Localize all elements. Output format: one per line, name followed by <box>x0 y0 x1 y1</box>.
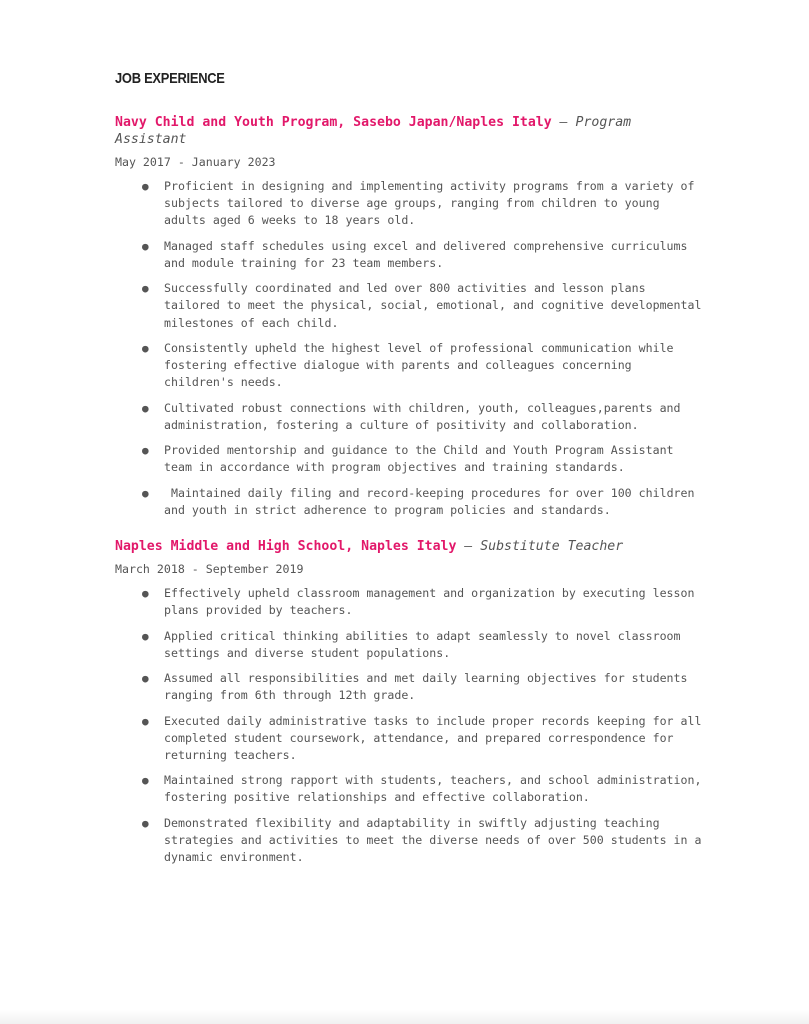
bullet-icon: ● <box>142 239 149 253</box>
list-item <box>115 178 705 230</box>
title-separator: — <box>551 115 576 130</box>
organization-name: Navy Child and Youth Program, Sasebo Japan/Naples Italy <box>115 115 552 130</box>
list-item <box>115 628 705 662</box>
list-item <box>115 280 705 332</box>
bullet-icon: ● <box>142 774 149 788</box>
bullet-icon: ● <box>142 587 149 600</box>
bullet-icon: ● <box>142 672 149 685</box>
bullet-icon: ● <box>142 444 149 458</box>
bullet-icon: ● <box>142 816 149 830</box>
list-item <box>115 485 705 519</box>
job-title-line <box>115 538 705 555</box>
bullet-text: Proficient in designing and implementing activity programs from a variety of subjects tailored to diverse age groups, ranging from children to young adults aged 6 weeks to 18 years old. <box>164 179 695 228</box>
bullet-text: Maintained daily filing and record-keeping procedures for over 100 children and youth in strict adherence to program policies and standards. <box>164 485 702 517</box>
bullet-text: Cultivated robust connections with children, youth, colleagues,parents and administration, fostering a culture of positivity and collaboration. <box>164 400 681 432</box>
job-role: Program Assistant <box>115 115 632 147</box>
bullet-icon: ● <box>142 401 149 415</box>
bullet-text: Effectively upheld classroom management and organization by executing lesson plans provided by teachers. <box>164 586 695 618</box>
bullet-text: Successfully coordinated and led over 800 activities and lesson plans tailored to meet the physical, social, emotional, and cognitive developmental milestones of each child. <box>164 281 702 330</box>
bullet-text: Assumed all responsibilities and met daily learning objectives for students ranging from 6th through 12th grade. <box>164 671 688 703</box>
organization-name: Naples Middle and High School, Naples Italy <box>115 539 457 554</box>
list-item <box>115 442 705 476</box>
bullet-text: Executed daily administrative tasks to include proper records keeping for all completed student coursework, attendance, and prepared correspondence for returning teachers. <box>164 713 702 762</box>
bullet-text: Applied critical thinking abilities to adapt seamlessly to novel classroom settings and diverse student populations. <box>164 628 681 660</box>
bullet-text: Demonstrated flexibility and adaptability in swiftly adjusting teaching strategies and activities to meet the diverse needs of over 500 students in a dynamic environment. <box>164 815 702 865</box>
page-bottom-shadow <box>0 1010 809 1024</box>
bullet-icon: ● <box>142 341 149 355</box>
bullet-icon: ● <box>142 714 149 728</box>
bullet-icon: ● <box>142 180 149 193</box>
list-item <box>115 815 705 867</box>
bullet-text: Consistently upheld the highest level of professional communication while fostering effective dialogue with parents and colleagues concerning children's needs. <box>164 340 674 390</box>
list-item <box>115 585 705 619</box>
job-entry-naples-school <box>115 538 705 874</box>
job-bullet-list <box>115 585 705 866</box>
job-bullet-list <box>115 178 705 519</box>
list-item <box>115 400 705 434</box>
list-item <box>115 340 705 392</box>
bullet-icon: ● <box>142 486 149 500</box>
bullet-icon: ● <box>142 282 149 296</box>
job-entry-navy-cyp <box>115 114 705 527</box>
bullet-text: Maintained strong rapport with students, teachers, and school administration, fostering positive relationships and effective collaboration. <box>164 773 702 805</box>
bullet-icon: ● <box>142 629 149 643</box>
bullet-text: Provided mentorship and guidance to the Child and Youth Program Assistant team in accordance with program objectives and training standards. <box>164 443 674 475</box>
list-item <box>115 670 705 704</box>
job-dates: May 2017 - January 2023 <box>115 155 276 169</box>
job-role: Substitute Teacher <box>480 539 624 554</box>
list-item <box>115 238 705 272</box>
section-heading: JOB EXPERIENCE <box>115 70 225 87</box>
list-item <box>115 772 705 806</box>
list-item <box>115 713 705 765</box>
bullet-text: Managed staff schedules using excel and delivered comprehensive curriculums and module training for 23 team members. <box>164 238 688 270</box>
title-separator: — <box>456 539 481 554</box>
job-dates: March 2018 - September 2019 <box>115 562 304 576</box>
job-title-line <box>115 114 705 148</box>
